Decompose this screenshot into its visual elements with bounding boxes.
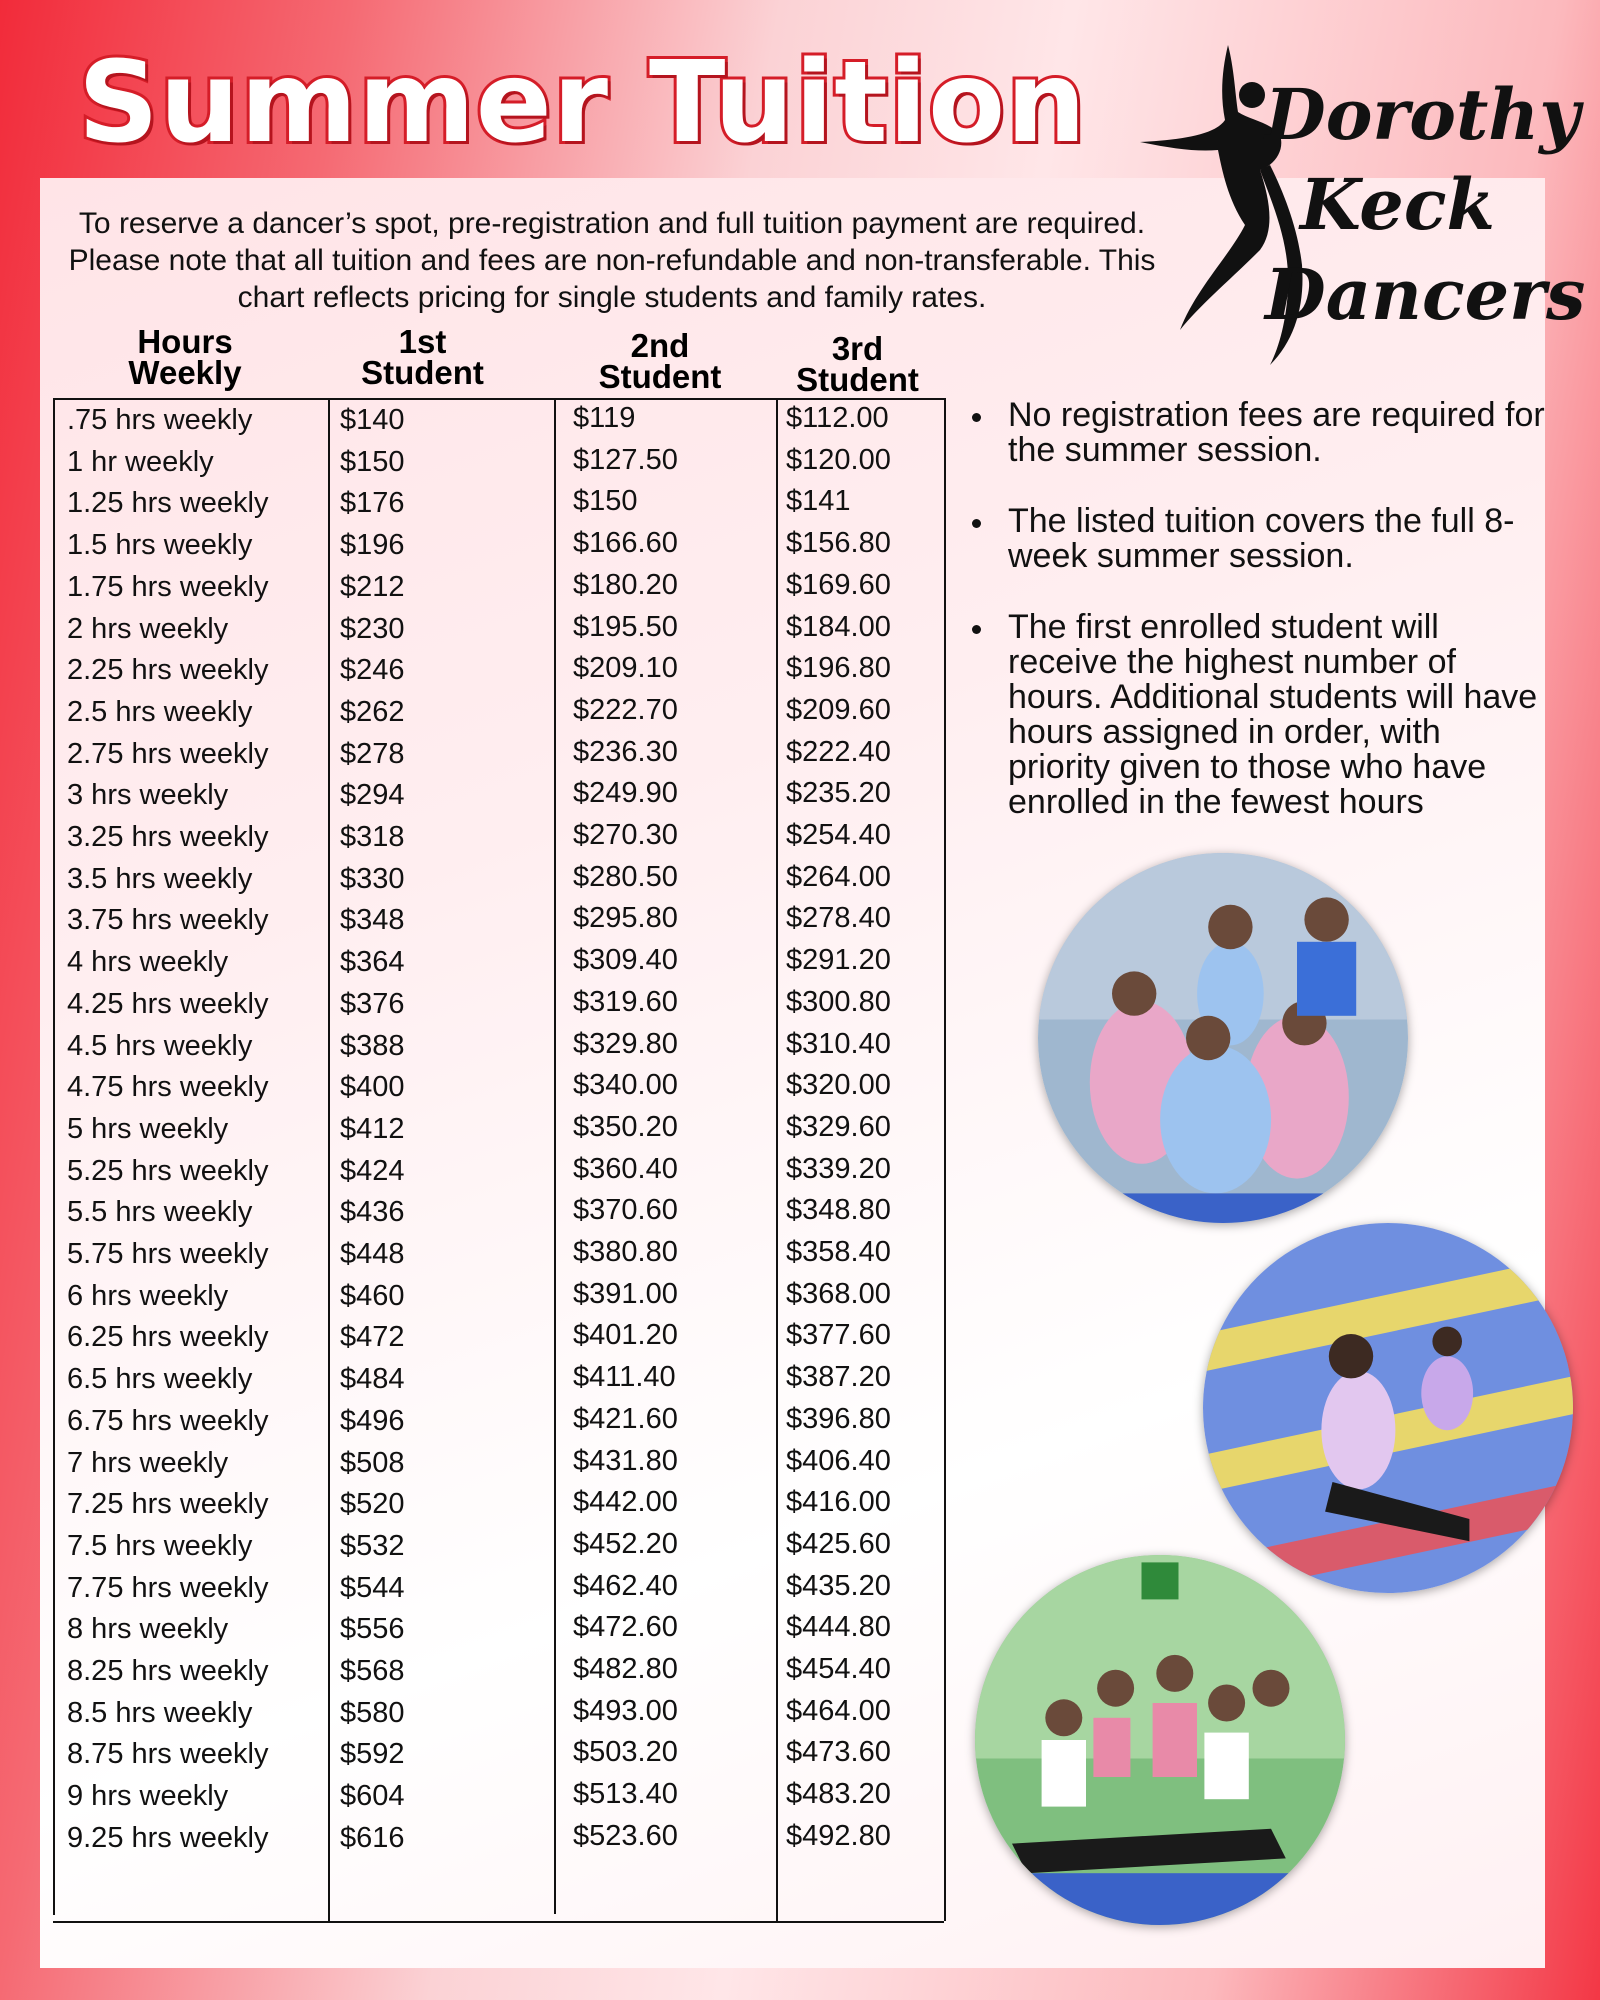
cell-first-student: $262 — [340, 696, 405, 728]
cell-second-student: $249.90 — [573, 777, 678, 809]
cell-second-student: $329.80 — [573, 1028, 678, 1060]
header-hours-line1: Hours — [137, 323, 233, 360]
cell-third-student: $444.80 — [786, 1611, 891, 1643]
cell-second-student: $340.00 — [573, 1069, 678, 1101]
cell-first-student: $150 — [340, 446, 405, 478]
cell-second-student: $503.20 — [573, 1736, 678, 1768]
cell-second-student: $462.40 — [573, 1570, 678, 1602]
cell-third-student: $120.00 — [786, 444, 891, 476]
cell-third-student: $300.80 — [786, 986, 891, 1018]
note-text: The listed tuition covers the full 8-week summer session. — [1008, 502, 1515, 575]
cell-third-student: $254.40 — [786, 819, 891, 851]
cell-hours: 6 hrs weekly — [67, 1280, 229, 1312]
table-divider-right — [944, 398, 946, 1921]
cell-hours: 6.25 hrs weekly — [67, 1321, 269, 1353]
cell-first-student: $364 — [340, 946, 405, 978]
photo-kids-posing — [975, 1555, 1345, 1925]
cell-first-student: $556 — [340, 1613, 405, 1645]
cell-second-student: $380.80 — [573, 1236, 678, 1268]
cell-third-student: $222.40 — [786, 736, 891, 768]
cell-first-student: $246 — [340, 654, 405, 686]
cell-third-student: $329.60 — [786, 1111, 891, 1143]
photo-teacher-class — [1203, 1223, 1573, 1593]
cell-third-student: $196.80 — [786, 652, 891, 684]
cell-third-student: $169.60 — [786, 569, 891, 601]
cell-second-student: $270.30 — [573, 819, 678, 851]
cell-first-student: $400 — [340, 1071, 405, 1103]
cell-third-student: $464.00 — [786, 1695, 891, 1727]
bullet-icon — [972, 413, 981, 422]
cell-hours: 8.75 hrs weekly — [67, 1738, 269, 1770]
cell-third-student: $406.40 — [786, 1445, 891, 1477]
cell-hours: 6.5 hrs weekly — [67, 1363, 253, 1395]
cell-first-student: $424 — [340, 1155, 405, 1187]
cell-third-student: $141 — [786, 485, 851, 517]
cell-first-student: $520 — [340, 1488, 405, 1520]
cell-first-student: $616 — [340, 1822, 405, 1854]
table-divider-3 — [776, 398, 778, 1921]
cell-hours: 5.25 hrs weekly — [67, 1155, 269, 1187]
cell-third-student: $320.00 — [786, 1069, 891, 1101]
cell-second-student: $309.40 — [573, 944, 678, 976]
cell-second-student: $236.30 — [573, 736, 678, 768]
cell-second-student: $119 — [573, 402, 636, 434]
header-third-line1: 3rd — [831, 330, 884, 367]
cell-hours: 3.75 hrs weekly — [67, 904, 269, 936]
logo-line-2: Keck — [1300, 163, 1495, 246]
cell-second-student: $195.50 — [573, 611, 678, 643]
cell-hours: 1.5 hrs weekly — [67, 529, 253, 561]
cell-third-student: $264.00 — [786, 861, 891, 893]
page-title: Summer Tuition — [78, 38, 1087, 168]
cell-first-student: $212 — [340, 571, 405, 603]
cell-third-student: $348.80 — [786, 1194, 891, 1226]
header-second-student — [565, 327, 755, 395]
cell-hours: 9.25 hrs weekly — [67, 1822, 269, 1854]
cell-second-student: $319.60 — [573, 986, 678, 1018]
note-text: The first enrolled student will receive the highest number of hours. Additional students will have hours assigned in order, with priority given to those who have enrolled in the fewest hours — [1008, 608, 1538, 821]
cell-hours: 1.75 hrs weekly — [67, 571, 269, 603]
cell-hours: 2.25 hrs weekly — [67, 654, 269, 686]
header-hours-line2: Weekly — [128, 354, 242, 391]
cell-first-student: $140 — [340, 404, 405, 436]
cell-first-student: $388 — [340, 1030, 405, 1062]
cell-second-student: $295.80 — [573, 902, 678, 934]
cell-hours: 3 hrs weekly — [67, 779, 229, 811]
cell-hours: 2.75 hrs weekly — [67, 738, 269, 770]
cell-first-student: $278 — [340, 738, 405, 770]
cell-hours: 8.25 hrs weekly — [67, 1655, 269, 1687]
cell-first-student: $318 — [340, 821, 405, 853]
cell-hours: 9 hrs weekly — [67, 1780, 229, 1812]
cell-second-student: $421.60 — [573, 1403, 678, 1435]
cell-first-student: $412 — [340, 1113, 405, 1145]
header-third-line2: Student — [796, 361, 919, 398]
cell-second-student: $401.20 — [573, 1319, 678, 1351]
cell-hours: 7 hrs weekly — [67, 1447, 229, 1479]
bullet-icon — [972, 519, 981, 528]
cell-third-student: $358.40 — [786, 1236, 891, 1268]
cell-hours: 4.25 hrs weekly — [67, 988, 269, 1020]
note-item — [968, 610, 1548, 820]
cell-second-student: $127.50 — [573, 444, 678, 476]
cell-first-student: $348 — [340, 904, 405, 936]
cell-second-student: $431.80 — [573, 1445, 678, 1477]
header-first-student — [330, 323, 515, 391]
cell-first-student: $436 — [340, 1196, 405, 1228]
cell-second-student: $150 — [573, 485, 638, 517]
cell-second-student: $360.40 — [573, 1153, 678, 1185]
cell-first-student: $532 — [340, 1530, 405, 1562]
cell-first-student: $496 — [340, 1405, 405, 1437]
cell-first-student: $460 — [340, 1280, 405, 1312]
cell-hours: 8.5 hrs weekly — [67, 1697, 253, 1729]
cell-third-student: $184.00 — [786, 611, 891, 643]
cell-first-student: $176 — [340, 487, 405, 519]
cell-first-student: $196 — [340, 529, 405, 561]
cell-third-student: $278.40 — [786, 902, 891, 934]
note-item — [968, 398, 1548, 468]
cell-hours: 3.5 hrs weekly — [67, 863, 253, 895]
cell-second-student: $222.70 — [573, 694, 678, 726]
cell-hours: 1.25 hrs weekly — [67, 487, 269, 519]
cell-first-student: $294 — [340, 779, 405, 811]
cell-second-student: $280.50 — [573, 861, 678, 893]
cell-hours: 5 hrs weekly — [67, 1113, 229, 1145]
cell-hours: 5.5 hrs weekly — [67, 1196, 253, 1228]
cell-second-student: $180.20 — [573, 569, 678, 601]
cell-hours: 4.75 hrs weekly — [67, 1071, 269, 1103]
table-divider-left — [53, 398, 55, 1915]
header-second-line2: Student — [598, 358, 722, 395]
cell-third-student: $473.60 — [786, 1736, 891, 1768]
cell-hours: 7.25 hrs weekly — [67, 1488, 269, 1520]
cell-third-student: $209.60 — [786, 694, 891, 726]
cell-second-student: $452.20 — [573, 1528, 678, 1560]
cell-second-student: $411.40 — [573, 1361, 676, 1393]
cell-third-student: $454.40 — [786, 1653, 891, 1685]
cell-first-student: $472 — [340, 1321, 405, 1353]
cell-third-student: $435.20 — [786, 1570, 891, 1602]
photo-dancers-group — [1038, 853, 1408, 1223]
cell-second-student: $493.00 — [573, 1695, 678, 1727]
cell-first-student: $484 — [340, 1363, 405, 1395]
cell-hours: 4.5 hrs weekly — [67, 1030, 253, 1062]
cell-second-student: $482.80 — [573, 1653, 678, 1685]
cell-hours: .75 hrs weekly — [67, 404, 253, 436]
cell-first-student: $604 — [340, 1780, 405, 1812]
cell-third-student: $416.00 — [786, 1486, 891, 1518]
cell-second-student: $472.60 — [573, 1611, 678, 1643]
cell-third-student: $425.60 — [786, 1528, 891, 1560]
cell-third-student: $156.80 — [786, 527, 891, 559]
cell-third-student: $368.00 — [786, 1278, 891, 1310]
cell-third-student: $396.80 — [786, 1403, 891, 1435]
cell-first-student: $592 — [340, 1738, 405, 1770]
cell-second-student: $523.60 — [573, 1820, 678, 1852]
note-item — [968, 504, 1548, 574]
cell-second-student: $391.00 — [573, 1278, 678, 1310]
table-divider-2 — [554, 398, 556, 1914]
cell-hours: 4 hrs weekly — [67, 946, 229, 978]
notes-list — [968, 398, 1548, 856]
cell-second-student: $370.60 — [573, 1194, 678, 1226]
cell-hours: 7.5 hrs weekly — [67, 1530, 253, 1562]
cell-hours: 1 hr weekly — [67, 446, 214, 478]
cell-second-student: $513.40 — [573, 1778, 678, 1810]
header-third-student — [765, 330, 950, 398]
cell-first-student: $544 — [340, 1572, 405, 1604]
header-hours — [70, 323, 300, 391]
cell-hours: 7.75 hrs weekly — [67, 1572, 269, 1604]
cell-second-student: $350.20 — [573, 1111, 678, 1143]
cell-third-student: $492.80 — [786, 1820, 891, 1852]
cell-second-student: $442.00 — [573, 1486, 678, 1518]
cell-hours: 2.5 hrs weekly — [67, 696, 253, 728]
header-second-line1: 2nd — [630, 327, 690, 364]
cell-third-student: $483.20 — [786, 1778, 891, 1810]
cell-hours: 6.75 hrs weekly — [67, 1405, 269, 1437]
cell-second-student: $166.60 — [573, 527, 678, 559]
cell-third-student: $377.60 — [786, 1319, 891, 1351]
table-divider-1 — [328, 398, 330, 1921]
cell-first-student: $230 — [340, 613, 405, 645]
cell-first-student: $448 — [340, 1238, 405, 1270]
header-first-line1: 1st — [398, 323, 447, 360]
intro-paragraph: To reserve a dancer’s spot, pre-registration and full tuition payment are required. Please note that all tuition and fees are non-refundable and non-transferable. This chart reflects pricing for single students and family rates. — [68, 207, 1156, 314]
cell-first-student: $376 — [340, 988, 405, 1020]
header-first-line2: Student — [361, 354, 484, 391]
cell-first-student: $330 — [340, 863, 405, 895]
cell-hours: 5.75 hrs weekly — [67, 1238, 269, 1270]
cell-first-student: $580 — [340, 1697, 405, 1729]
cell-hours: 8 hrs weekly — [67, 1613, 229, 1645]
cell-third-student: $112.00 — [786, 402, 889, 434]
cell-third-student: $339.20 — [786, 1153, 891, 1185]
bullet-icon — [972, 625, 981, 634]
logo-line-1: Dorothy — [1265, 73, 1580, 156]
cell-second-student: $209.10 — [573, 652, 678, 684]
cell-third-student: $387.20 — [786, 1361, 891, 1393]
note-text: No registration fees are required for the summer session. — [1008, 396, 1545, 469]
cell-third-student: $235.20 — [786, 777, 891, 809]
logo-line-3: Dancers — [1265, 253, 1586, 336]
cell-hours: 2 hrs weekly — [67, 613, 229, 645]
cell-hours: 3.25 hrs weekly — [67, 821, 269, 853]
cell-first-student: $508 — [340, 1447, 405, 1479]
cell-third-student: $310.40 — [786, 1028, 891, 1060]
cell-third-student: $291.20 — [786, 944, 891, 976]
cell-first-student: $568 — [340, 1655, 405, 1687]
